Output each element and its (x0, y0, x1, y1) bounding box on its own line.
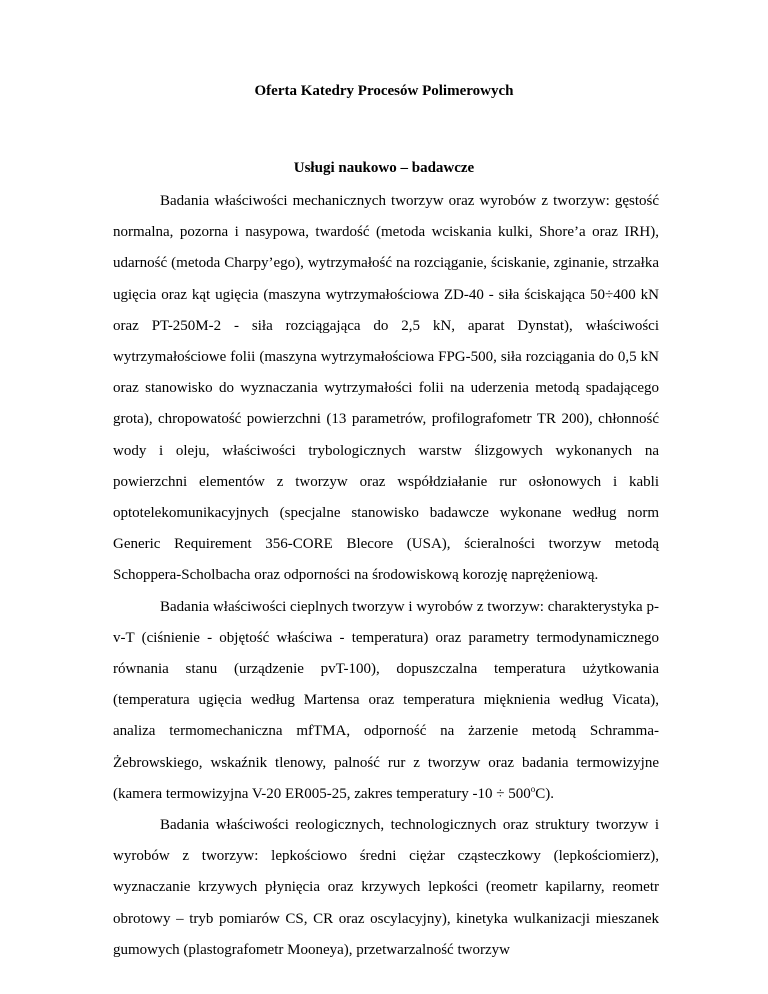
paragraph-thermal-properties (113, 592, 659, 810)
document-title: Oferta Katedry Procesów Polimerowych (254, 83, 514, 99)
paragraph-thermal-text: Badania właściwości cieplnych tworzyw i wyrobów z tworzyw: charakterystyka p-v-T (ciśnienie - objętość właściwa - temperatura) oraz parametry termodynamicznego równania stanu (urządzenie pvT-100), dopuszczalna temperatura użytkowania (temperatura ugięcia według Martensa oraz temperatura mięknienia według Vicata), analiza termomechaniczna mfTMA, odporność na żarzenie metodą Schramma-Żebrowskiego, wskaźnik tlenowy, palność rur z tworzyw oraz badania termowizyjne (kamera termowizyjna V-20 ER005-25, zakres temperatury -10 ÷ 500 (113, 598, 659, 802)
paragraph-mechanical-properties: Badania właściwości mechanicznych tworzyw oraz wyrobów z tworzyw: gęstość normalna, pozorna i nasypowa, twardość (metoda wciskania kulki, Shore’a oraz IRH), udarność (metoda Charpy’ego), wytrzymałość na rozciąganie, ściskanie, zginanie, strzałka ugięcia oraz kąt ugięcia (maszyna wytrzymałościowa ZD-40 - siła ściskająca 50÷400 kN oraz PT-250M-2 - siła rozciągająca do 2,5 kN, aparat Dynstat), właściwości wytrzymałościowe folii (maszyna wytrzymałościowa FPG-500, siła rozciągania do 0,5 kN oraz stanowisko do wyznaczania wytrzymałości folii na uderzenia metodą spadającego grota), chropowatość powierzchni (13 parametrów, profilografometr TR 200), chłonność wody i oleju, właściwości trybologicznych warstw ślizgowych wykonanych na powierzchni elementów z tworzyw oraz współdziałanie rur osłonowych i kabli optotelekomunikacyjnych (specjalne stanowisko badawcze wykonane według norm Generic Requirement 356-CORE Blecore (USA), ścieralności tworzyw metodą Schoppera-Scholbacha oraz odporności na środowiskową korozję naprężeniową. (113, 193, 659, 584)
paragraph-thermal-tail: C). (535, 785, 554, 802)
paragraph-rheological-properties: Badania właściwości reologicznych, technologicznych oraz struktury tworzyw i wyrobów z tworzyw: lepkościowo średni ciężar cząsteczkowy (lepkościomierz), wyznaczanie krzywych płynięcia oraz krzywych lepkości (reometr kapilarny, reometr obrotowy – tryb pomiarów CS, CR oraz oscylacyjny), kinetyka wulkanizacji mieszanek gumowych (plastografometr Mooneya), przetwarzalność tworzyw (113, 817, 659, 958)
degree-sign: o (530, 783, 536, 794)
document-subtitle: Usługi naukowo – badawcze (293, 160, 475, 176)
document-body (113, 186, 659, 966)
